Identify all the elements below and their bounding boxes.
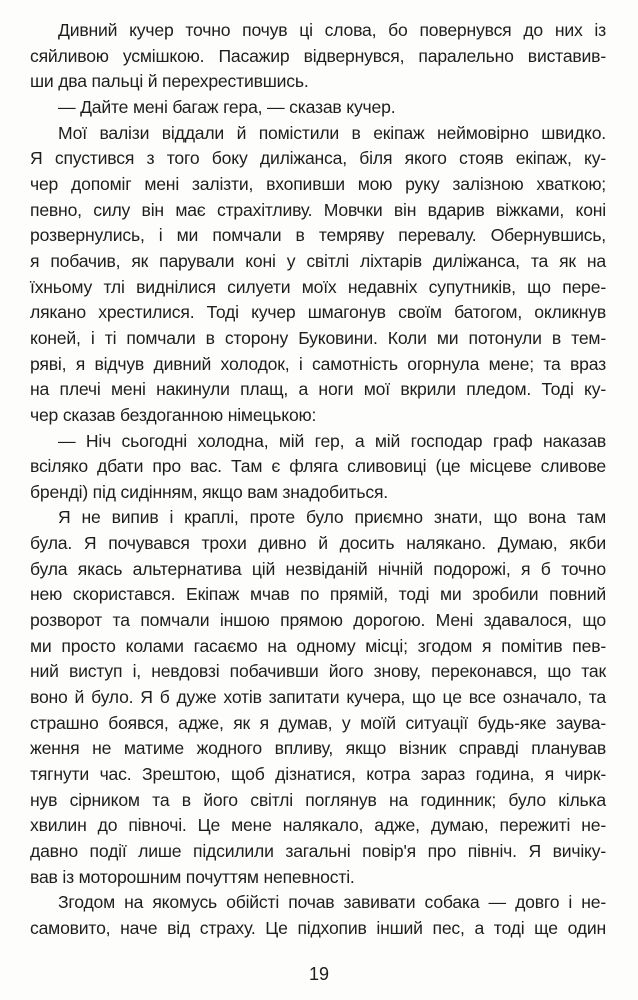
text-line: Я не випив і краплі, проте було приємно знати, що вона там — [58, 507, 606, 528]
text-line: чер сказав бездоганною німецькою: — [30, 404, 317, 425]
text-line: бренді) під сидінням, якщо вам знадобиться. — [30, 481, 388, 502]
page-number: 19 — [308, 964, 330, 984]
paragraph — [30, 95, 606, 121]
paragraph — [30, 429, 606, 506]
text-line: була. Я почувався трохи дивно й досить налякано. Думаю, якби — [30, 533, 606, 554]
text-line: сяйливою усмішкою. Пасажир відвернувся, паралельно виставив- — [30, 45, 606, 66]
page-body-text — [30, 18, 606, 942]
text-line: нею скористався. Екіпаж мчав по прямій, тоді ми зробили повний — [30, 584, 606, 605]
text-line: самовито, наче від страху. Це підхопив інший пес, а тоді ще один — [30, 917, 606, 938]
text-line: хвилин до півночі. Це мене налякало, адже, думаю, пережиті не- — [30, 815, 606, 836]
text-line: ний виступ і, невдовзі побачивши його знову, переконався, що так — [30, 661, 606, 682]
text-line: Дивний кучер точно почув ці слова, бо повернувся до них із — [58, 20, 606, 40]
text-line: лякано хрестилися. Тоді кучер шмагонув своїм батогом, окликнув — [30, 302, 606, 323]
text-line: ми просто колами гасаємо на одному місці; згодом я помітив пев- — [30, 635, 606, 656]
text-line: ження не матиме жодного впливу, якщо візник справді планував — [30, 738, 606, 759]
text-line: воно й було. Я б дуже хотів запитати кучера, що це все означало, та — [30, 687, 606, 708]
text-line: Мої валізи віддали й помістили в екіпаж неймовірно швидко. — [58, 122, 606, 143]
paragraph — [30, 121, 606, 429]
text-line: чер допоміг мені залізти, вхопивши мою руку залізною хваткою; — [30, 173, 606, 194]
paragraph — [30, 890, 606, 941]
text-line: Згодом на якомусь обійсті почав завивати собака — довго і не- — [58, 892, 606, 913]
paragraph — [30, 18, 606, 95]
text-line: страшно боявся, адже, як я думав, у моїй ситуації будь-яке заува- — [30, 712, 606, 733]
text-line: ши два пальці й перехрестившись. — [30, 71, 309, 92]
text-line: коней, і ті помчали в сторону Буковини. Коли ми потонули в тем- — [30, 327, 606, 348]
text-line: на плечі мені накинули плащ, а ноги мої вкрили пледом. Тоді ку- — [30, 379, 606, 400]
text-line: нув сірником та в його світлі поглянув на годинник; було кілька — [30, 789, 606, 810]
text-line: давно події лише підсилили загальні повір'я про північ. Я вичіку- — [30, 841, 606, 861]
text-line: Я спустився з того боку диліжанса, біля якого стояв екіпаж, ку- — [30, 148, 606, 169]
text-line: розвернулись, і ми помчали в темряву перевалу. Обернувшись, — [30, 225, 606, 246]
text-line: їхньому тлі виднілися силуети моїх недавніх супутників, що пере- — [30, 276, 606, 297]
text-line: — Дайте мені багаж гера, — сказав кучер. — [58, 96, 396, 117]
text-line: вав із моторошним почуттям непевності. — [30, 866, 355, 887]
text-line: всіляко дбати про вас. Там є фляга сливовиці (це місцеве сливове — [30, 456, 606, 477]
text-line: тягнути час. Зрештою, щоб дізнатися, котра зараз година, я чирк- — [30, 764, 606, 785]
text-line: була якась альтернатива цій незвіданій нічній подорожі, я б точно — [30, 558, 606, 579]
text-line: — Ніч сьогодні холодна, мій гер, а мій господар граф наказав — [58, 430, 606, 451]
text-line: ряві, я відчув дивний холодок, і самотність огорнула мене; та враз — [30, 353, 606, 374]
paragraph — [30, 505, 606, 890]
text-line: розворот та помчали іншою прямою дорогою. Мені здавалося, що — [30, 610, 606, 631]
text-line: певно, силу він має страхітливу. Мовчки він вдарив віжками, коні — [30, 199, 606, 220]
text-line: я побачив, як парували коні у світлі ліхтарів диліжанса, та як на — [30, 250, 606, 271]
